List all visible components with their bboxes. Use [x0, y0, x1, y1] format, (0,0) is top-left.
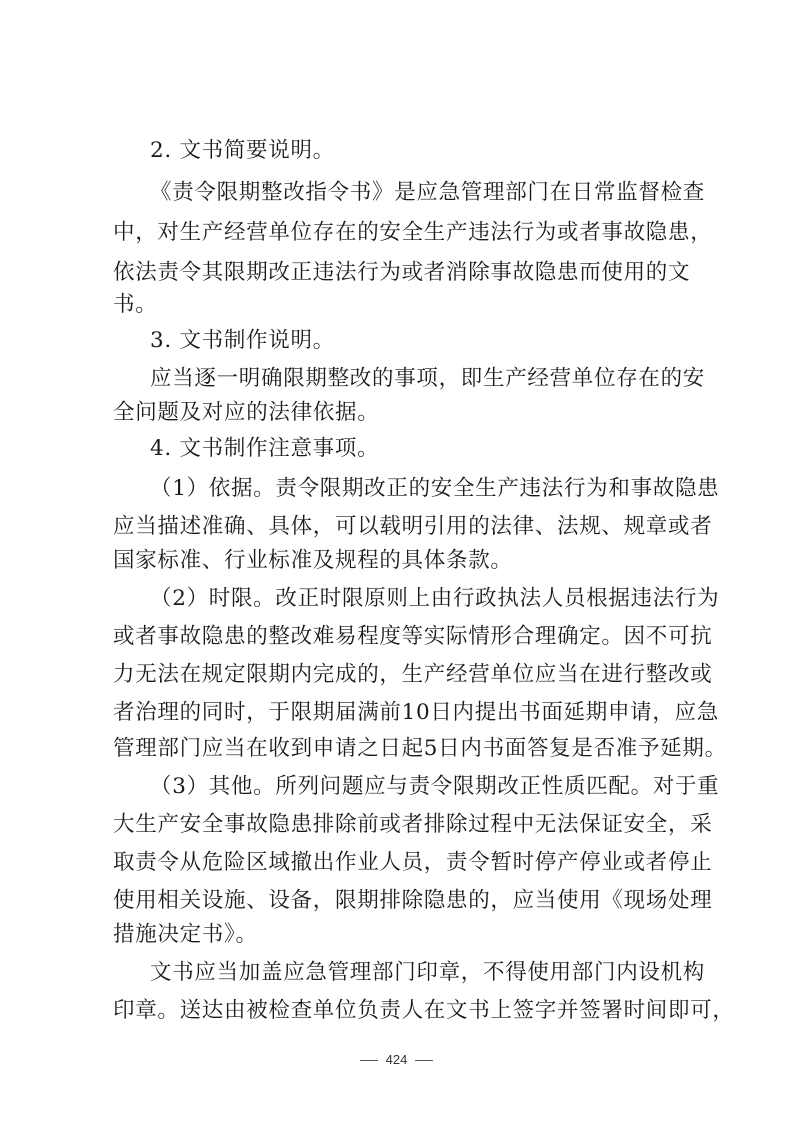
paragraph-line: 《责令限期整改指令书》是应急管理部门在日常监督检查	[150, 180, 706, 205]
paragraph-line: 使用相关设施、设备，限期排除隐患的，应当使用《现场处理	[113, 888, 713, 913]
heading-4: 4. 文书制作注意事项。	[150, 436, 380, 461]
paragraph-line: 中，对生产经营单位存在的安全生产违法行为或者事故隐患，	[113, 220, 713, 245]
paragraph-line: 取责令从危险区域撤出作业人员，责令暂时停产停业或者停止	[113, 850, 713, 875]
paragraph-line: 书。	[113, 292, 158, 317]
paragraph-line: 国家标准、行业标准及规程的具体条款。	[113, 548, 513, 573]
page-footer	[0, 1050, 793, 1070]
paragraph-line: 应当逐一明确限期整改的事项，即生产经营单位存在的安	[150, 366, 706, 391]
paragraph-line: 措施决定书》。	[113, 922, 258, 947]
paragraph-line: （2）时限。改正时限原则上由行政执法人员根据违法行为	[150, 586, 720, 611]
paragraph-line: 或者事故隐患的整改难易程度等实际情形合理确定。因不可抗	[113, 624, 713, 649]
heading-3: 3. 文书制作说明。	[150, 328, 335, 353]
paragraph-line: （1）依据。责令限期改正的安全生产违法行为和事故隐患	[150, 476, 720, 501]
paragraph-line: 文书应当加盖应急管理部门印章，不得使用部门内设机构	[150, 960, 706, 985]
paragraph-line: 力无法在规定限期内完成的，生产经营单位应当在进行整改或	[113, 662, 713, 687]
paragraph-line: 管理部门应当在收到申请之日起5日内书面答复是否准予延期。	[113, 736, 727, 761]
paragraph-line: 印章。送达由被检查单位负责人在文书上签字并签署时间即可，	[113, 998, 735, 1023]
footer-dash-right	[415, 1060, 433, 1061]
page-number: 424	[385, 1052, 408, 1067]
paragraph-line: 应当描述准确、具体，可以载明引用的法律、法规、规章或者	[113, 514, 713, 539]
paragraph-line: 大生产安全事故隐患排除前或者排除过程中无法保证安全，采	[113, 812, 713, 837]
paragraph-line: 者治理的同时，于限期届满前10日内提出书面延期申请，应急	[113, 700, 719, 725]
paragraph-line: 全问题及对应的法律依据。	[113, 400, 380, 425]
paragraph-line: （3）其他。所列问题应与责令限期改正性质匹配。对于重	[150, 774, 720, 799]
heading-2: 2. 文书简要说明。	[150, 138, 335, 163]
footer-dash-left	[360, 1060, 378, 1061]
paragraph-line: 依法责令其限期改正违法行为或者消除事故隐患而使用的文	[113, 260, 691, 285]
